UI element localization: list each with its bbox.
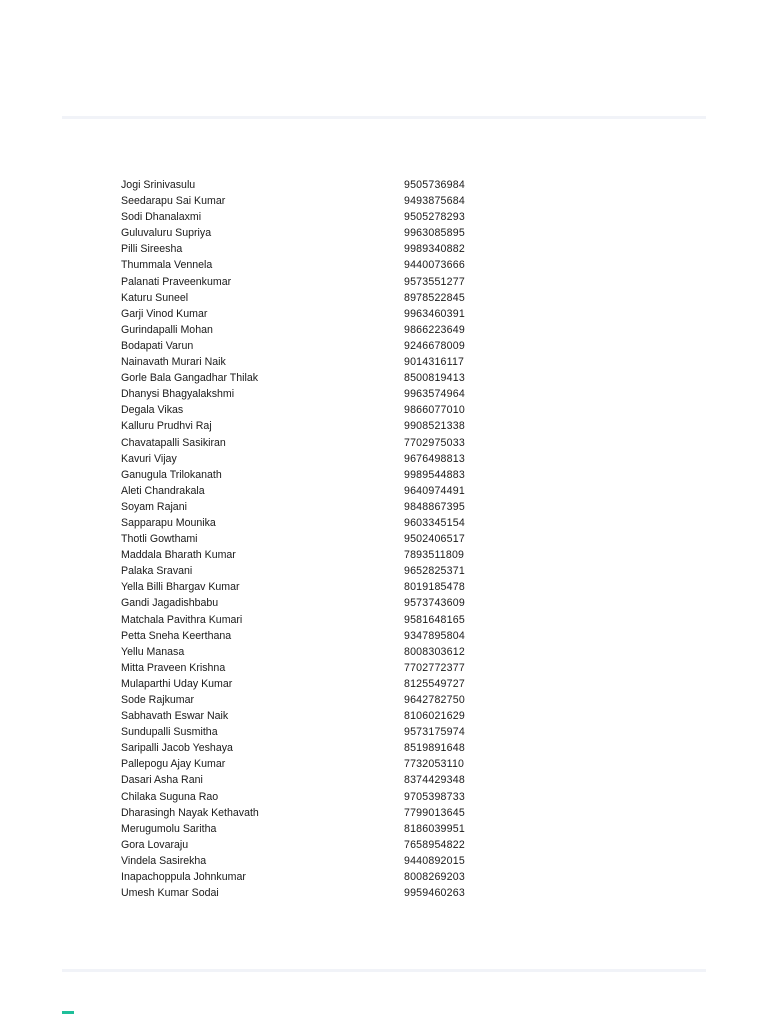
contact-row xyxy=(121,435,481,451)
contact-row xyxy=(121,499,481,515)
contact-phone: 9505278293 xyxy=(404,211,465,224)
contact-phone: 7702975033 xyxy=(404,436,465,449)
contact-phone: 8978522845 xyxy=(404,291,465,304)
contact-name: Palaka Sravani xyxy=(121,565,193,578)
contact-row xyxy=(121,257,481,273)
contact-name: Mitta Praveen Krishna xyxy=(121,661,226,674)
contact-row xyxy=(121,579,481,595)
contact-name: Thummala Vennela xyxy=(121,259,213,272)
contact-row xyxy=(121,563,481,579)
contact-row xyxy=(121,756,481,772)
contact-row xyxy=(121,821,481,837)
contact-row xyxy=(121,660,481,676)
bottom-divider xyxy=(62,969,706,972)
contact-phone: 9866077010 xyxy=(404,404,465,417)
contact-row xyxy=(121,595,481,611)
contact-name: Gandi Jagadishbabu xyxy=(121,597,219,610)
contact-name: Yellu Manasa xyxy=(121,645,185,658)
contact-phone: 7732053110 xyxy=(404,758,465,771)
contact-row xyxy=(121,338,481,354)
contact-phone: 8500819413 xyxy=(404,372,465,385)
contact-name: Guluvaluru Supriya xyxy=(121,227,212,240)
contact-phone: 9848867395 xyxy=(404,500,465,513)
contact-phone: 7658954822 xyxy=(404,838,465,851)
contact-phone: 9640974491 xyxy=(404,484,465,497)
contact-phone: 9014316117 xyxy=(404,356,465,369)
contact-phone: 8008269203 xyxy=(404,871,465,884)
contact-phone: 9989544883 xyxy=(404,468,465,481)
contact-row xyxy=(121,644,481,660)
contact-phone: 9676498813 xyxy=(404,452,465,465)
contact-name: Gora Lovaraju xyxy=(121,838,189,851)
contact-phone: 9963574964 xyxy=(404,388,465,401)
contact-row xyxy=(121,274,481,290)
contact-name: Katuru Suneel xyxy=(121,291,189,304)
contact-row xyxy=(121,225,481,241)
contact-name: Petta Sneha Keerthana xyxy=(121,629,232,642)
contact-name: Sodi Dhanalaxmi xyxy=(121,211,202,224)
contact-phone: 8019185478 xyxy=(404,581,465,594)
contact-phone: 9573743609 xyxy=(404,597,465,610)
contact-row xyxy=(121,241,481,257)
contact-name: Sundupalli Susmitha xyxy=(121,726,218,739)
contact-phone: 7702772377 xyxy=(404,661,465,674)
contact-row xyxy=(121,692,481,708)
contact-row xyxy=(121,177,481,193)
contact-row xyxy=(121,306,481,322)
contact-name: Palanati Praveenkumar xyxy=(121,275,232,288)
contact-row xyxy=(121,837,481,853)
contact-name: Sode Rajkumar xyxy=(121,694,195,706)
contact-row xyxy=(121,612,481,628)
contact-row xyxy=(121,290,481,306)
contact-name: Degala Vikas xyxy=(121,404,184,417)
contact-name: Nainavath Murari Naik xyxy=(121,356,226,369)
contact-name: Garji Vinod Kumar xyxy=(121,307,208,320)
top-divider xyxy=(62,116,706,119)
contact-name: Umesh Kumar Sodai xyxy=(121,887,219,900)
contact-phone: 9573175974 xyxy=(404,726,465,739)
contact-phone: 9581648165 xyxy=(404,613,465,626)
contact-phone: 8519891648 xyxy=(404,742,465,755)
contact-phone: 9959460263 xyxy=(404,887,465,900)
contact-name: Ganugula Trilokanath xyxy=(121,468,222,481)
contact-row xyxy=(121,402,481,418)
contact-row xyxy=(121,483,481,499)
contact-phone: 9652825371 xyxy=(404,565,465,578)
contact-row xyxy=(121,531,481,547)
contact-row xyxy=(121,370,481,386)
contact-name: Kalluru Prudhvi Raj xyxy=(121,420,212,433)
contact-phone: 8125549727 xyxy=(404,677,465,690)
contact-phone: 9493875684 xyxy=(404,195,465,208)
contact-row xyxy=(121,515,481,531)
contact-name: Sapparapu Mounika xyxy=(121,516,216,529)
contact-row xyxy=(121,386,481,402)
contact-row xyxy=(121,628,481,644)
contact-phone: 9440892015 xyxy=(404,854,465,867)
contact-phone: 8106021629 xyxy=(404,710,465,723)
contact-phone: 7893511809 xyxy=(404,549,465,562)
contact-row xyxy=(121,724,481,740)
contact-row xyxy=(121,805,481,821)
contact-phone: 7799013645 xyxy=(404,806,465,819)
contact-phone: 9866223649 xyxy=(404,323,465,336)
contact-name: Dasari Asha Rani xyxy=(121,774,203,787)
contact-row xyxy=(121,869,481,885)
contact-name: Sabhavath Eswar Naik xyxy=(121,710,229,723)
contact-name: Maddala Bharath Kumar xyxy=(121,549,236,562)
contact-row xyxy=(121,789,481,805)
contact-phone: 9908521338 xyxy=(404,420,465,433)
contact-row xyxy=(121,885,481,901)
contact-row xyxy=(121,708,481,724)
contact-row xyxy=(121,451,481,467)
contact-name: Yella Billi Bhargav Kumar xyxy=(121,581,240,594)
contact-name: Dharasingh Nayak Kethavath xyxy=(121,806,259,819)
contact-phone: 9440073666 xyxy=(404,259,465,272)
contact-name: Saripalli Jacob Yeshaya xyxy=(121,742,233,755)
contact-name: Merugumolu Saritha xyxy=(121,822,217,835)
contact-phone: 8008303612 xyxy=(404,645,465,658)
contact-row xyxy=(121,676,481,692)
contact-name: Pilli Sireesha xyxy=(121,243,183,256)
contact-phone: 8186039951 xyxy=(404,822,465,835)
accent-mark xyxy=(62,1011,74,1014)
contact-name: Aleti Chandrakala xyxy=(121,484,205,497)
contact-list xyxy=(121,177,481,901)
contact-phone: 9963460391 xyxy=(404,307,465,320)
contact-row xyxy=(121,547,481,563)
contact-phone: 9246678009 xyxy=(404,339,465,352)
contact-row xyxy=(121,467,481,483)
contact-name: Thotli Gowthami xyxy=(121,533,198,546)
contact-phone: 9989340882 xyxy=(404,243,465,256)
contact-row xyxy=(121,193,481,209)
contact-row xyxy=(121,354,481,370)
contact-row xyxy=(121,209,481,225)
contact-name: Bodapati Varun xyxy=(121,339,194,352)
contact-phone: 9963085895 xyxy=(404,227,465,240)
contact-name: Chavatapalli Sasikiran xyxy=(121,436,226,449)
contact-row xyxy=(121,418,481,434)
contact-name: Jogi Srinivasulu xyxy=(121,179,196,191)
contact-name: Chilaka Suguna Rao xyxy=(121,790,219,803)
contact-phone: 8374429348 xyxy=(404,774,465,787)
contact-phone: 9705398733 xyxy=(404,790,465,803)
contact-phone: 9603345154 xyxy=(404,516,465,529)
contact-row xyxy=(121,322,481,338)
contact-name: Kavuri Vijay xyxy=(121,452,177,465)
contact-name: Gorle Bala Gangadhar Thilak xyxy=(121,372,259,385)
contact-phone: 9347895804 xyxy=(404,629,465,642)
contact-row xyxy=(121,772,481,788)
contact-phone: 9502406517 xyxy=(404,533,465,546)
contact-phone: 9642782750 xyxy=(404,694,465,706)
contact-name: Inapachoppula Johnkumar xyxy=(121,871,246,884)
contact-phone: 9573551277 xyxy=(404,275,465,288)
contact-name: Pallepogu Ajay Kumar xyxy=(121,758,226,771)
contact-row xyxy=(121,853,481,869)
contact-name: Matchala Pavithra Kumari xyxy=(121,613,243,626)
contact-name: Dhanysi Bhagyalakshmi xyxy=(121,388,235,401)
contact-name: Gurindapalli Mohan xyxy=(121,323,213,336)
contact-name: Soyam Rajani xyxy=(121,500,187,513)
contact-name: Vindela Sasirekha xyxy=(121,854,207,867)
contact-name: Seedarapu Sai Kumar xyxy=(121,195,226,208)
contact-row xyxy=(121,740,481,756)
contact-phone: 9505736984 xyxy=(404,179,465,191)
contact-name: Mulaparthi Uday Kumar xyxy=(121,677,233,690)
